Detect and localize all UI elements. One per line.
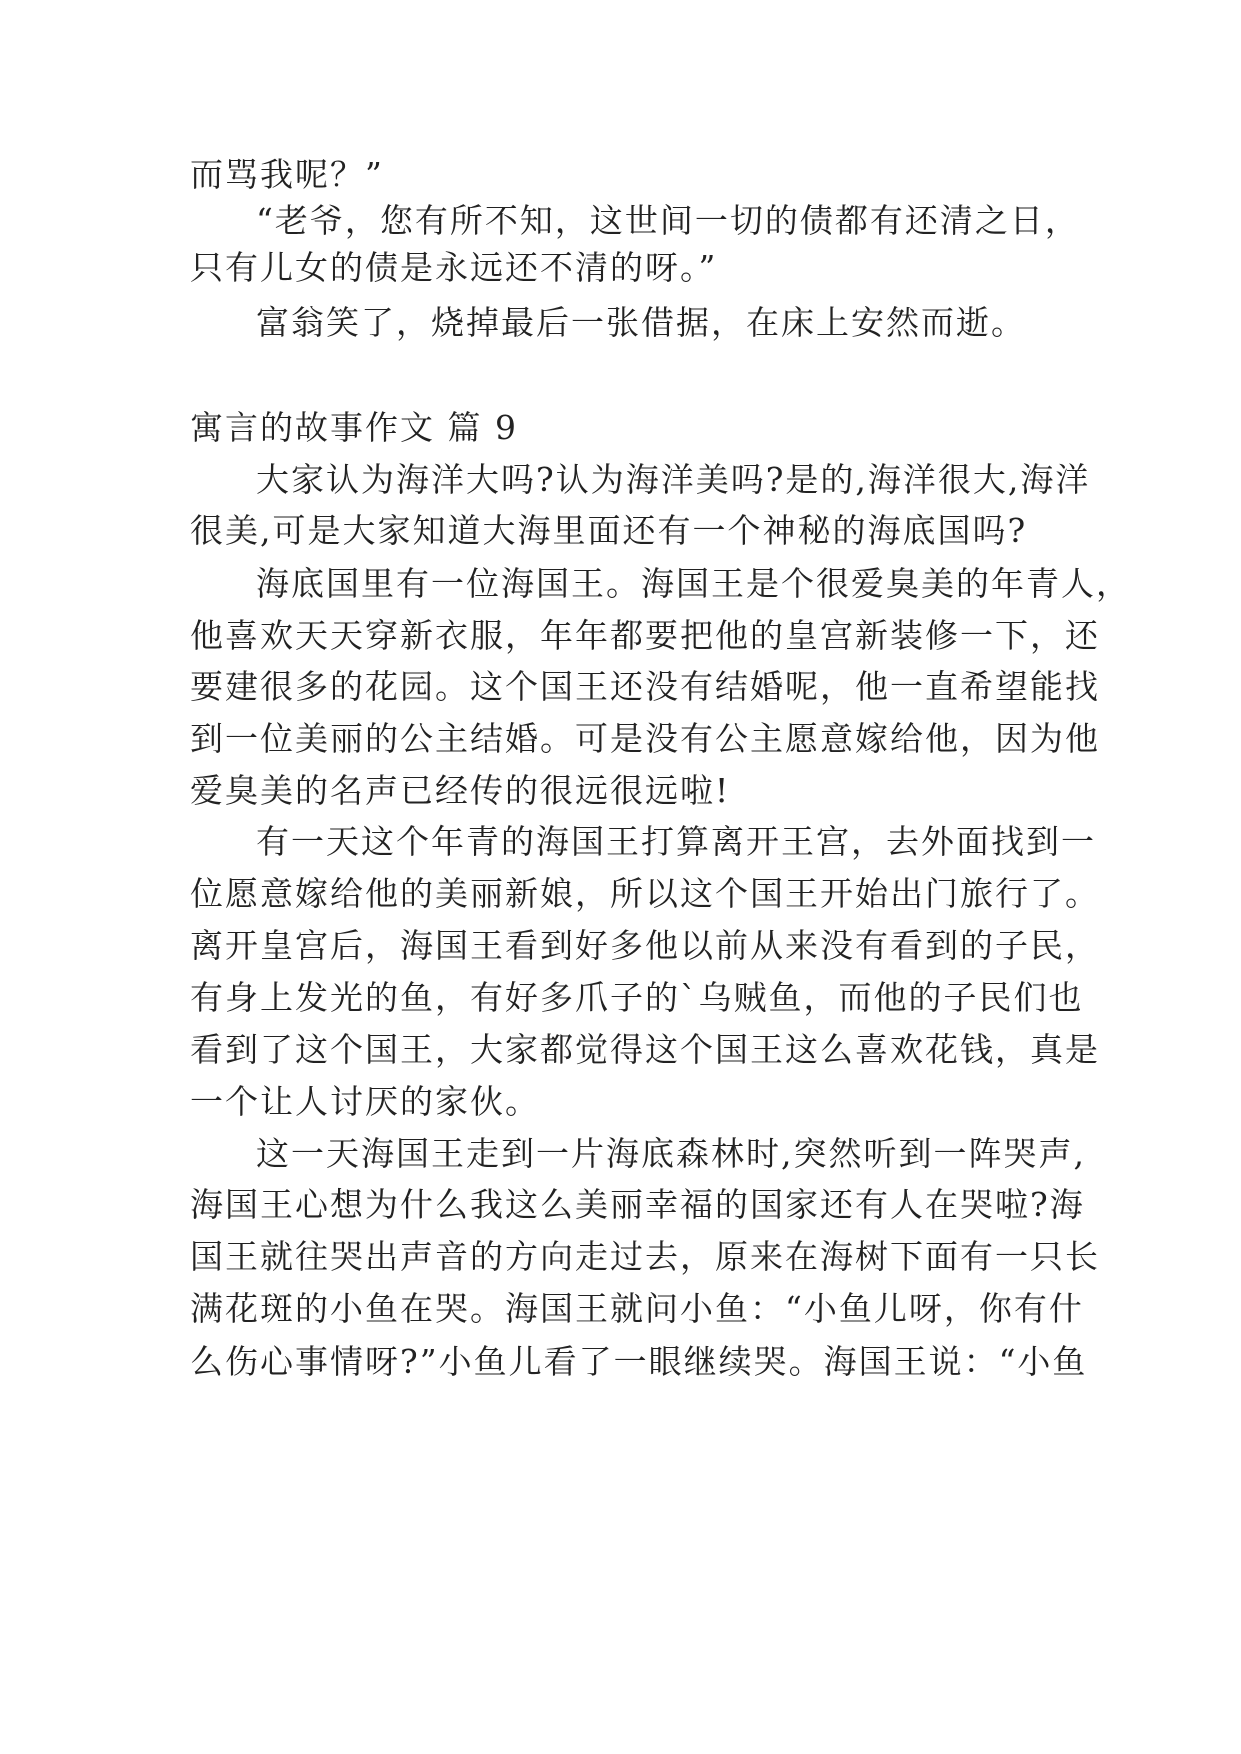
paragraph-line: 一个让人讨厌的家伙。	[190, 1082, 540, 1121]
section-heading: 寓言的故事作文 篇 9	[190, 408, 518, 447]
paragraph-line: 大家认为海洋大吗?认为海洋美吗?是的,海洋很大,海洋	[256, 460, 1091, 499]
paragraph-line: 到一位美丽的公主结婚。可是没有公主愿意嫁给他，因为他	[190, 719, 1100, 758]
paragraph-line: 位愿意嫁给他的美丽新娘，所以这个国王开始出门旅行了。	[190, 874, 1100, 913]
paragraph-line: 富翁笑了，烧掉最后一张借据，在床上安然而逝。	[256, 303, 1026, 342]
paragraph-line: 海国王心想为什么我这么美丽幸福的国家还有人在哭啦?海	[190, 1185, 1085, 1224]
paragraph-line: 国王就往哭出声音的方向走过去，原来在海树下面有一只长	[190, 1237, 1100, 1276]
paragraph-line: 这一天海国王走到一片海底森林时,突然听到一阵哭声,	[256, 1134, 1086, 1173]
paragraph-line: 要建很多的花园。这个国王还没有结婚呢，他一直希望能找	[190, 667, 1100, 706]
paragraph-line: 他喜欢天天穿新衣服，年年都要把他的皇宫新装修一下，还	[190, 616, 1100, 655]
paragraph-line: “老爷，您有所不知，这世间一切的债都有还清之日，	[256, 201, 1080, 240]
paragraph-line: 离开皇宫后，海国王看到好多他以前从来没有看到的子民，	[190, 926, 1100, 965]
paragraph-line: 爱臭美的名声已经传的很远很远啦!	[190, 771, 731, 810]
paragraph-line: 只有儿女的债是永远还不清的呀。”	[190, 248, 718, 287]
paragraph-line: 么伤心事情呀?”小鱼儿看了一眼继续哭。海国王说：“小鱼	[190, 1342, 1088, 1381]
paragraph-line: 有一天这个年青的海国王打算离开王宫，去外面找到一	[256, 822, 1096, 861]
paragraph-line: 满花斑的小鱼在哭。海国王就问小鱼：“小鱼儿呀，你有什	[190, 1289, 1084, 1328]
paragraph-line: 很美,可是大家知道大海里面还有一个神秘的海底国吗?	[190, 511, 1028, 550]
paragraph-line: 而骂我呢？”	[190, 155, 384, 194]
paragraph-line: 看到了这个国王，大家都觉得这个国王这么喜欢花钱，真是	[190, 1030, 1100, 1069]
paragraph-line: 海底国里有一位海国王。海国王是个很爱臭美的年青人，	[256, 564, 1131, 603]
paragraph-line: 有身上发光的鱼，有好多爪子的`乌贼鱼，而他的子民们也	[190, 978, 1084, 1017]
